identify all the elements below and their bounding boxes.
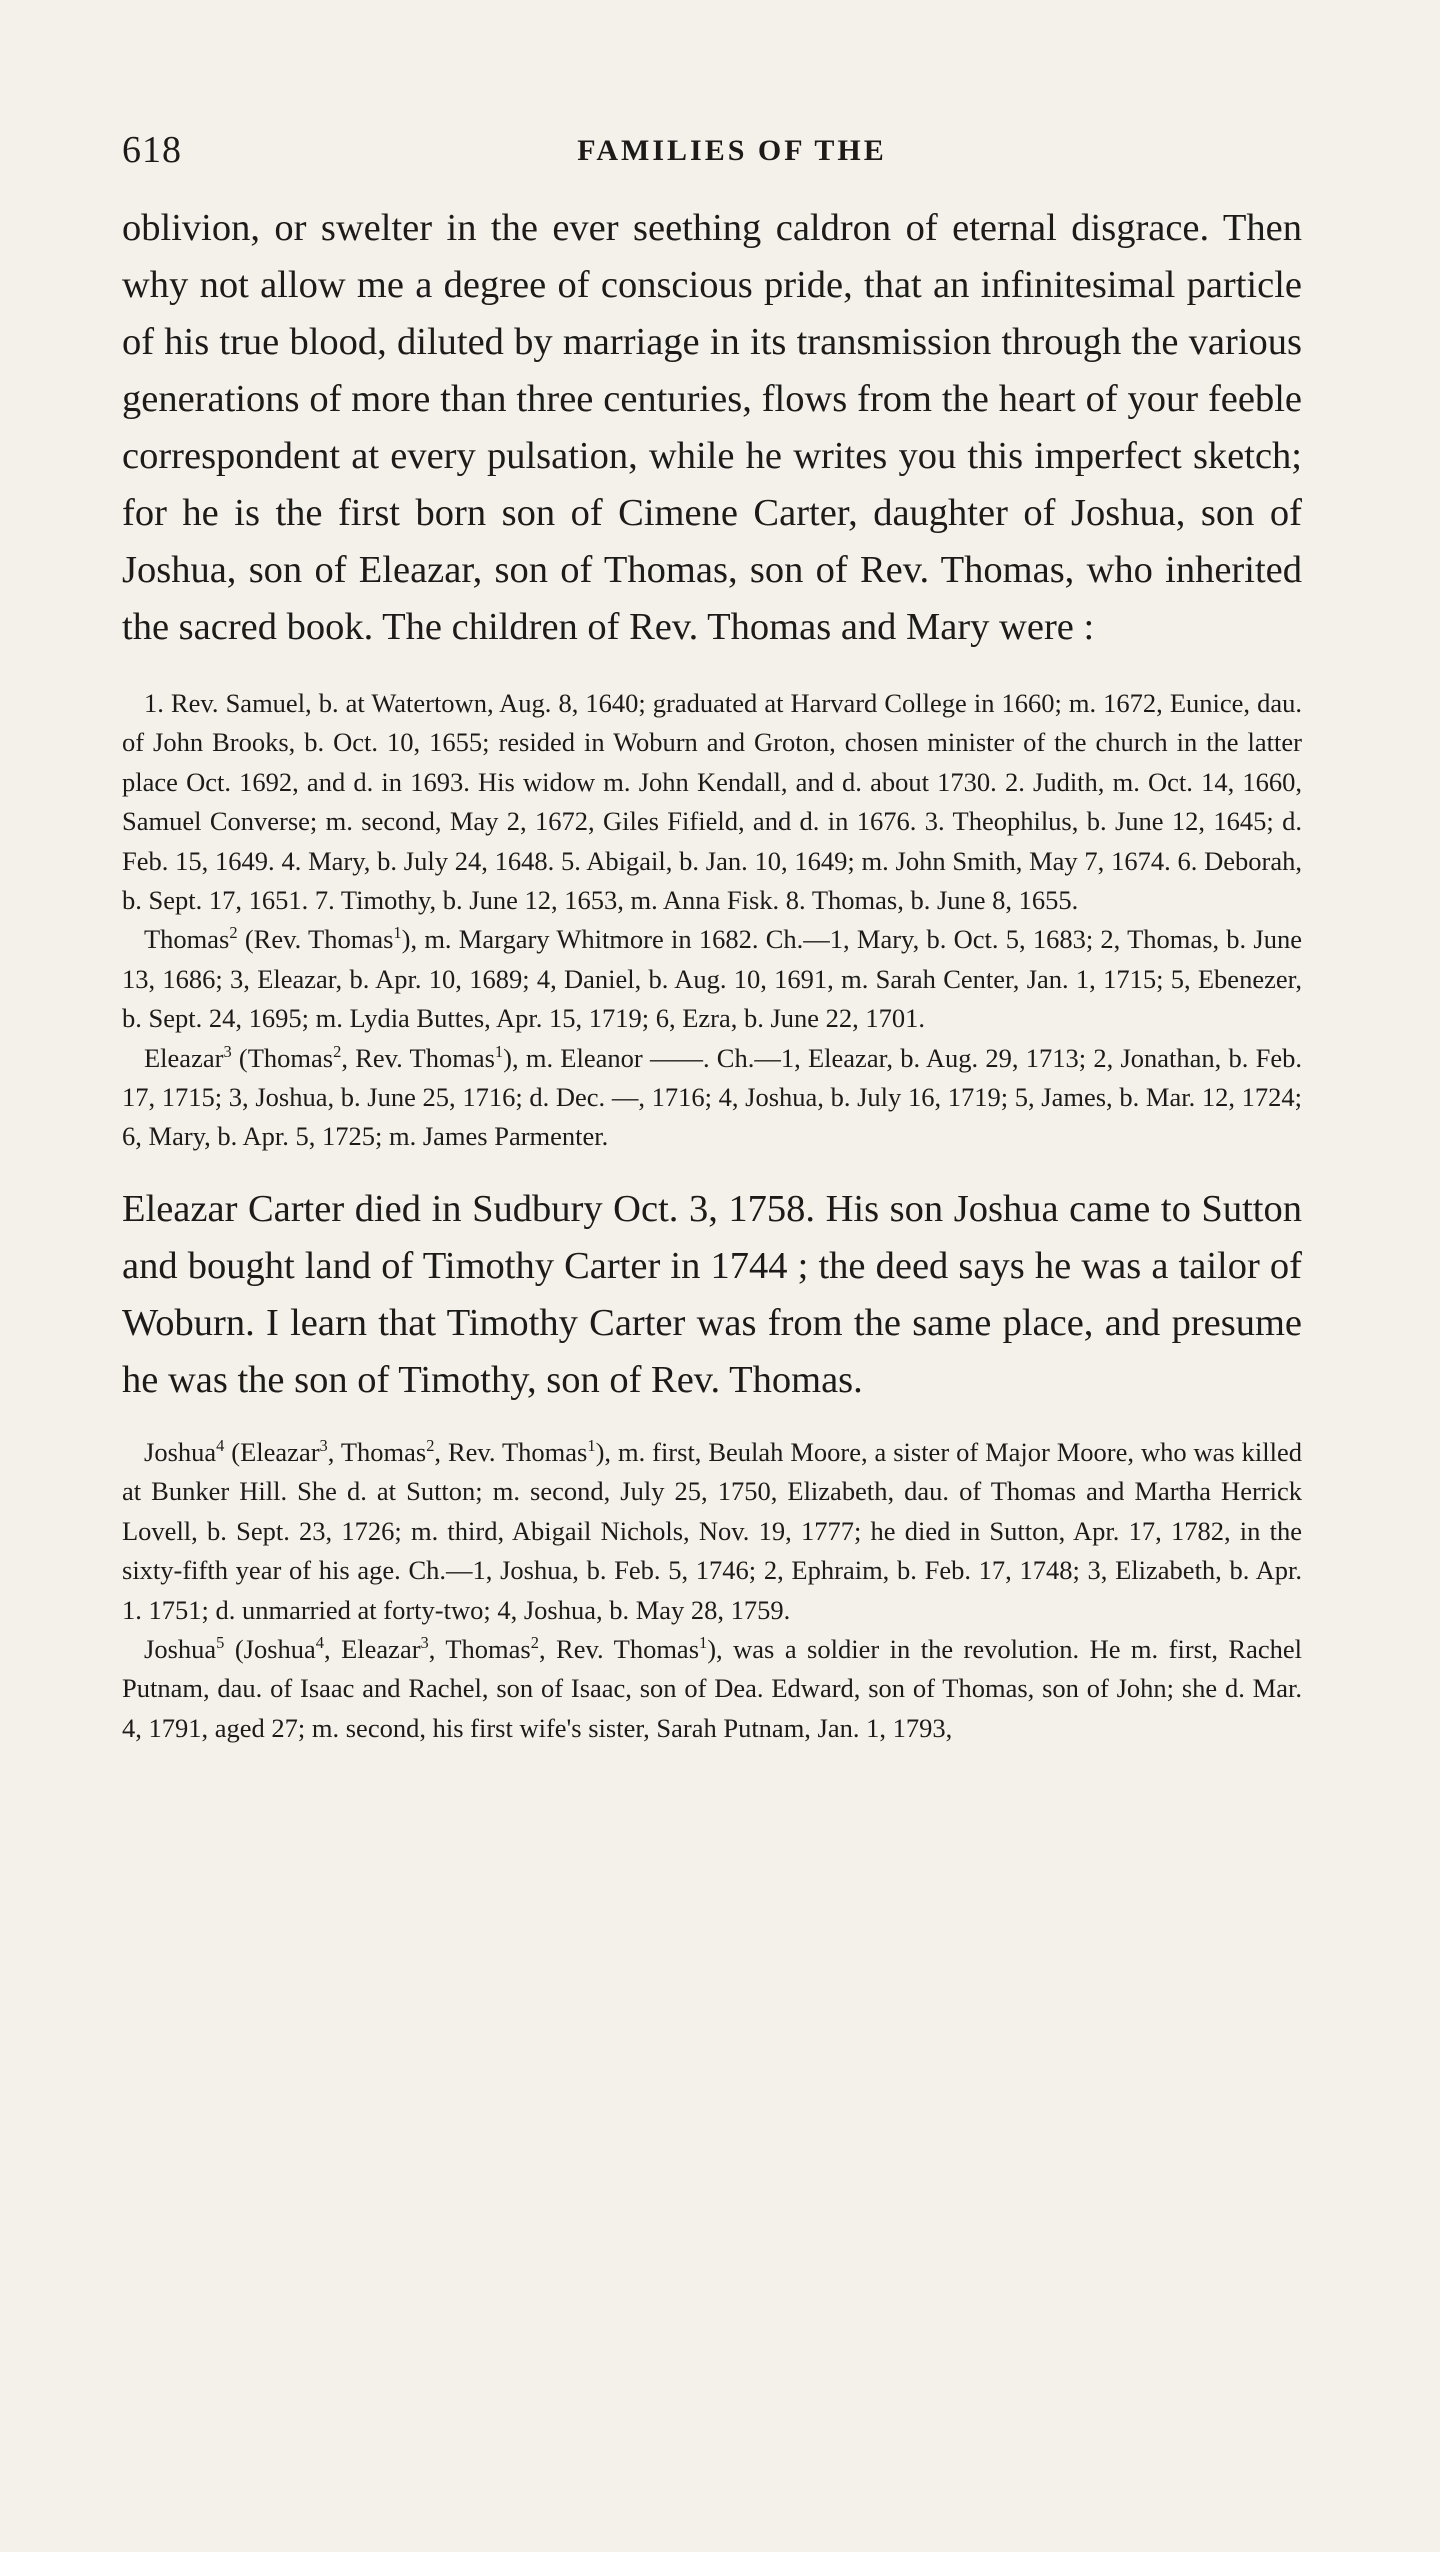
entry-name: Eleazar <box>144 1042 224 1073</box>
generation-mark: 1 <box>393 923 402 943</box>
generation-mark: 1 <box>699 1633 708 1653</box>
lineage: , Rev. Thomas <box>341 1042 495 1073</box>
entry-text: ), m. first, Beulah Moore, a sister of Major Moore, who was killed at Bunker Hill. She d. at Sutton; m. second, July 25, 1750, Elizabeth, dau. of Thomas and Martha Herrick Lovell, b. Sept. 23, 1726; m. third, Abigail Nichols, Nov. 19, 1777; he died in Sutton, Apr. 17, 1782, in the sixty-fifth year of his age. Ch.—1, Joshua, b. Feb. 5, 1746; 2, Ephraim, b. Feb. 17, 1748; 3, Elizabeth, b. Apr. 1. 1751; d. unmarried at forty-two; 4, Joshua, b. May 28, 1759. <box>122 1436 1302 1625</box>
running-head <box>122 128 1302 180</box>
generation-mark: 2 <box>333 1041 342 1061</box>
lineage: (Thomas <box>238 1042 334 1073</box>
entry-thomas-2 <box>122 920 1302 1038</box>
entry-text: ), m. Eleanor ——. Ch.—1, Eleazar, b. Aug. 29, 1713; 2, Jonathan, b. Feb. 17, 1715; 3, Joshua, b. June 25, 1716; d. Dec. —, 1716; 4, Joshua, b. July 16, 1719; 5, James, b. Mar. 12, 1724; 6, Mary, b. Apr. 5, 1725; m. James Parmenter. <box>122 1042 1302 1152</box>
page-number: 618 <box>122 129 182 171</box>
generation-mark: 4 <box>315 1633 325 1653</box>
generation-mark: 2 <box>530 1633 539 1653</box>
lineage: (Eleazar <box>231 1436 320 1467</box>
generation-mark: 3 <box>223 1041 232 1061</box>
genealogy-block-2 <box>122 1433 1302 1748</box>
entry-name: Thomas <box>144 924 230 955</box>
narrative-paragraph-1: oblivion, or swelter in the ever seething caldron of eternal disgrace. Then why not allow me a degree of conscious pride, that an infinitesimal particle of his true blood, diluted by marriage in its transmission through the various generations of more than three centuries, flows from the heart of your feeble correspondent at every pulsation, while he writes you this imperfect sketch; for he is the first born son of Cimene Carter, daughter of Joshua, son of Joshua, son of Eleazar, son of Thomas, son of Rev. Thomas, who inherited the sacred book. The children of Rev. Thomas and Mary were : <box>122 207 1302 648</box>
lineage: (Rev. Thomas <box>244 924 394 955</box>
generation-mark: 1 <box>587 1436 596 1456</box>
generation-mark: 3 <box>420 1633 429 1653</box>
generation-mark: 1 <box>494 1041 504 1061</box>
lineage: , Thomas <box>428 1633 531 1664</box>
generation-mark: 4 <box>216 1436 225 1456</box>
entry-name: Joshua <box>144 1436 217 1467</box>
generation-mark: 3 <box>319 1436 328 1456</box>
entry-name: Joshua <box>144 1633 217 1664</box>
generation-mark: 5 <box>216 1633 225 1653</box>
children-of-rev-thomas: 1. Rev. Samuel, b. at Watertown, Aug. 8, 1640; graduated at Harvard College in 1660; m. 1672, Eunice, dau. of John Brooks, b. Oct. 10, 1655; resided in Woburn and Groton, chosen minister of the church in the latter place Oct. 1692, and d. in 1693. His widow m. John Kendall, and d. about 1730. 2. Judith, m. Oct. 14, 1660, Samuel Converse; m. second, May 2, 1672, Giles Fifield, and d. in 1676. 3. Theophilus, b. June 12, 1645; d. Feb. 15, 1649. 4. Mary, b. July 24, 1648. 5. Abigail, b. Jan. 10, 1649; m. John Smith, May 7, 1674. 6. Deborah, b. Sept. 17, 1651. 7. Timothy, b. June 12, 1653, m. Anna Fisk. 8. Thomas, b. June 8, 1655. <box>122 688 1302 916</box>
book-page <box>122 128 1302 1748</box>
lineage: , Eleazar <box>324 1633 421 1664</box>
generation-mark: 2 <box>426 1436 435 1456</box>
entry-joshua-4 <box>122 1433 1302 1630</box>
entry-joshua-5 <box>122 1630 1302 1748</box>
lineage: , Rev. Thomas <box>434 1436 588 1467</box>
entry-text: ), m. Margary Whitmore in 1682. Ch.—1, Mary, b. Oct. 5, 1683; 2, Thomas, b. June 13, 1686; 3, Eleazar, b. Apr. 10, 1689; 4, Daniel, b. Aug. 10, 1691, m. Sarah Center, Jan. 1, 1715; 5, Ebenezer, b. Sept. 24, 1695; m. Lydia Buttes, Apr. 15, 1719; 6, Ezra, b. June 22, 1701. <box>122 924 1303 1034</box>
genealogy-block-1 <box>122 684 1302 1157</box>
lineage: , Rev. Thomas <box>538 1633 700 1664</box>
narrative-paragraph-2: Eleazar Carter died in Sudbury Oct. 3, 1758. His son Joshua came to Sutton and bought land of Timothy Carter in 1744 ; the deed says he was a tailor of Woburn. I learn that Timothy Carter was from the same place, and presume he was the son of Timothy, son of Rev. Thomas. <box>122 1187 1302 1401</box>
generation-mark: 2 <box>229 923 238 943</box>
entry-text: ), was a soldier in the revolution. He m. first, Rachel Putnam, dau. of Isaac and Rachel, son of Isaac, son of Dea. Edward, son of Thomas, son of John; she d. Mar. 4, 1791, aged 27; m. second, his first wife's sister, Sarah Putnam, Jan. 1, 1793, <box>122 1633 1302 1743</box>
lineage: , Thomas <box>327 1436 427 1467</box>
entry-eleazar-3 <box>122 1039 1302 1157</box>
running-title: FAMILIES OF THE <box>577 134 887 167</box>
lineage: (Joshua <box>234 1633 316 1664</box>
